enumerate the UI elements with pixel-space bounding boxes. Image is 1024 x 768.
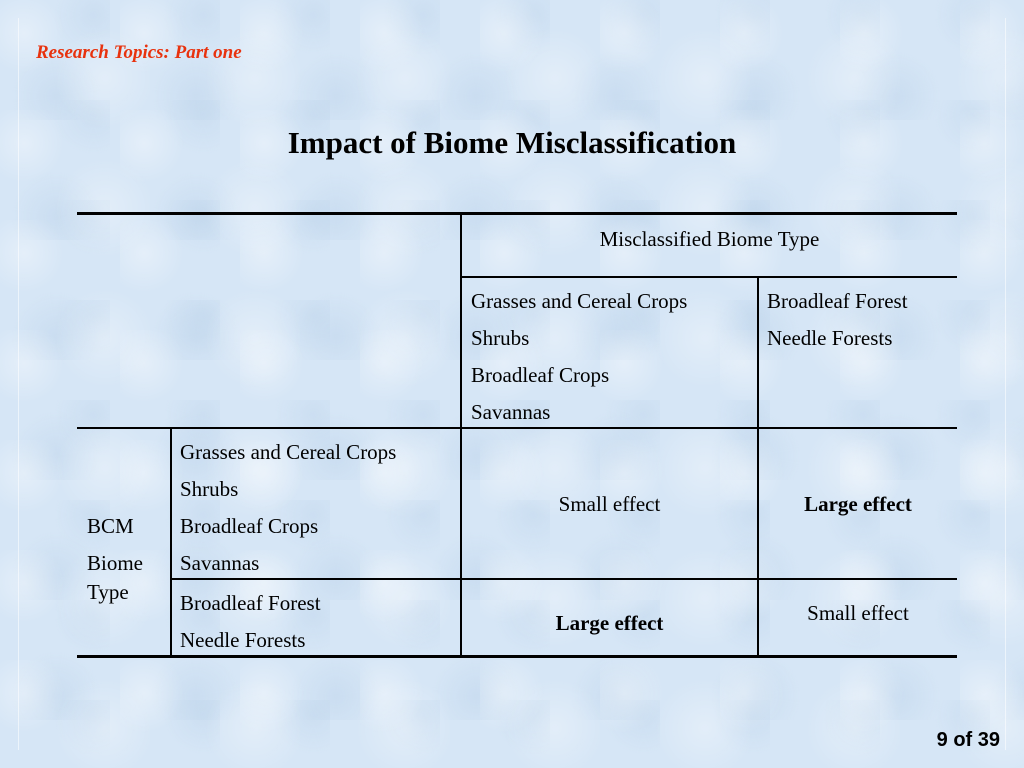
biome-misclassification-table xyxy=(77,212,957,658)
row-group-label-line: BCM xyxy=(87,514,134,538)
column-header-item: Grasses and Cereal Crops xyxy=(471,289,688,313)
divider-header-columns xyxy=(757,278,759,427)
cell-row1-col2: Large effect xyxy=(804,492,912,516)
row-header-item: Shrubs xyxy=(180,477,239,501)
row-header-item: Savannas xyxy=(180,551,260,575)
column-header-item: Broadleaf Crops xyxy=(471,363,610,387)
divider-row-label xyxy=(170,429,172,658)
row-header-1 xyxy=(180,434,396,582)
page-number: 9 of 39 xyxy=(936,729,1000,751)
row-group-label-line: Type xyxy=(87,580,129,604)
row-header-item: Broadleaf Forest xyxy=(180,591,321,615)
page-title: Impact of Biome Misclassification xyxy=(287,125,737,160)
column-header-item: Shrubs xyxy=(471,326,530,350)
column-header-item: Savannas xyxy=(471,400,551,424)
column-header-1 xyxy=(471,283,687,431)
column-header-item: Needle Forests xyxy=(767,326,893,350)
row-header-item: Grasses and Cereal Crops xyxy=(180,440,397,464)
row-header-item: Broadleaf Crops xyxy=(180,514,319,538)
row-group-label xyxy=(87,508,143,611)
row-group-label-line: Biome xyxy=(87,551,143,575)
column-group-header: Misclassified Biome Type xyxy=(599,227,820,251)
divider-column-group xyxy=(460,276,957,278)
cell-row2-col2: Small effect xyxy=(807,601,909,625)
cell-row2-col1: Large effect xyxy=(555,611,664,635)
column-header-2 xyxy=(767,283,908,357)
column-header-item: Broadleaf Forest xyxy=(767,289,908,313)
section-label: Research Topics: Part one xyxy=(36,42,242,63)
cell-row1-col1: Small effect xyxy=(558,492,661,516)
row-header-item: Needle Forests xyxy=(180,628,306,652)
row-header-2 xyxy=(180,585,321,659)
